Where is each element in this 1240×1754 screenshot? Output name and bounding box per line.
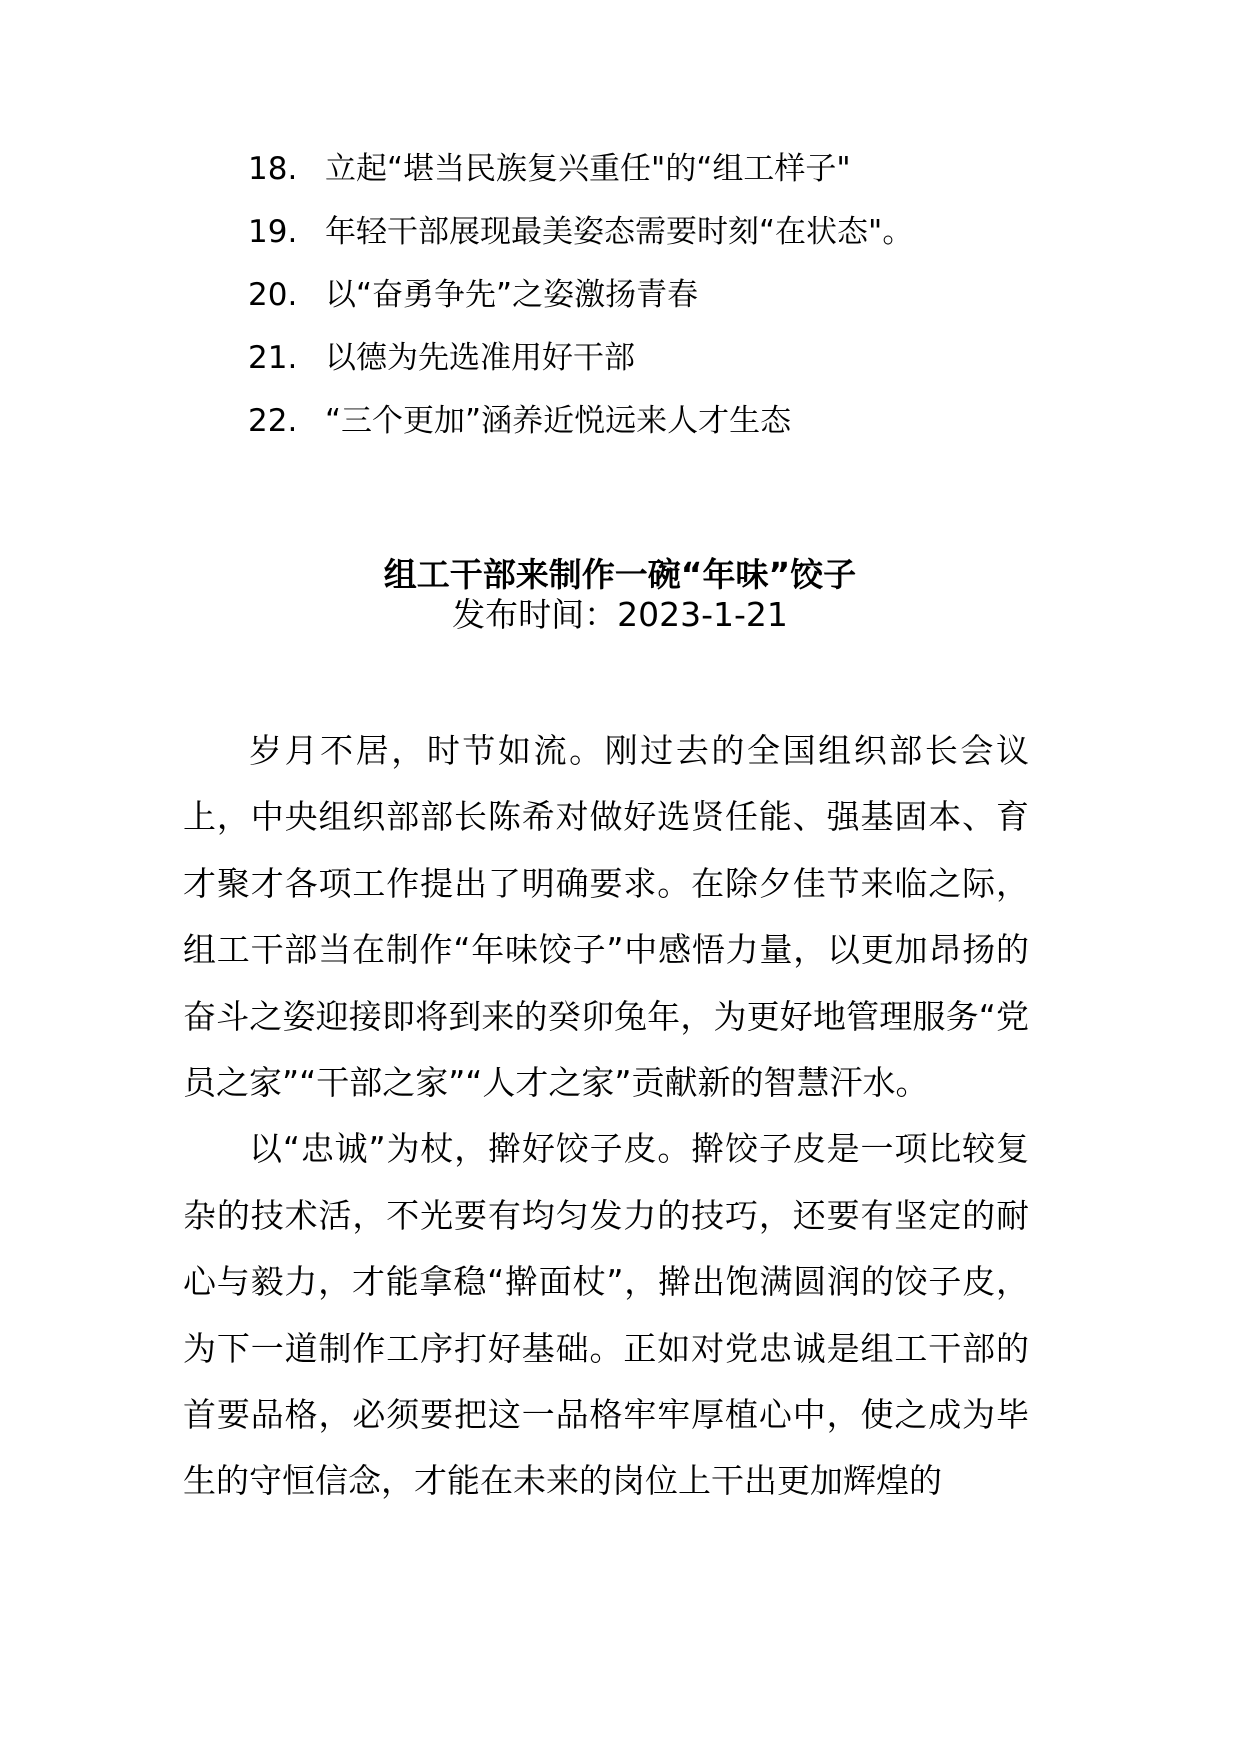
list-item-number: 21. (248, 340, 298, 376)
article-paragraph: 以“忠诚”为杖，擀好饺子皮。擀饺子皮是一项比较复杂的技术活，不光要有均匀发力的技巧，还要有坚定的耐心与毅力，才能拿稳“擀面杖”，擀出饱满圆润的饺子皮，为下一道制作工序打好基础。正如对党忠诚是组工干部的首要品格，必须要把这一品格牢牢厚植心中，使之成为毕生的守恒信念，才能在未来的岗位上干出更加辉煌的 (183, 1129, 1029, 1501)
list-item[interactable] (248, 390, 1108, 453)
list-item-number: 19. (248, 214, 298, 250)
list-item-title: “三个更加”涵养近悦远来人才生态 (325, 403, 792, 439)
article-body (183, 718, 1029, 1515)
list-item[interactable] (248, 264, 1108, 327)
list-item[interactable] (248, 327, 1108, 390)
related-articles-list (248, 138, 1108, 453)
publish-date: 发布时间：2023-1-21 (452, 595, 788, 634)
list-item-title: 以德为先选准用好干部 (325, 340, 635, 376)
list-item[interactable] (248, 138, 1108, 201)
list-item-number: 22. (248, 403, 298, 439)
article-paragraph: 岁月不居，时节如流。刚过去的全国组织部长会议上，中央组织部部长陈希对做好选贤任能、强基固本、育才聚才各项工作提出了明确要求。在除夕佳节来临之际，组工干部当在制作“年味饺子”中感悟力量，以更加昂扬的奋斗之姿迎接即将到来的癸卯兔年，为更好地管理服务“党员之家”“干部之家”“人才之家”贡献新的智慧汗水。 (183, 731, 1029, 1103)
list-item[interactable] (248, 201, 1108, 264)
article-title: 组工干部来制作一碗“年味”饺子 (383, 555, 857, 595)
list-item-title: 以“奋勇争先”之姿激扬青春 (325, 277, 699, 313)
list-item-number: 20. (248, 277, 298, 313)
list-item-title: 年轻干部展现最美姿态需要时刻“在状态"。 (325, 214, 914, 250)
list-item-number: 18. (248, 151, 298, 187)
list-item-title: 立起“堪当民族复兴重任"的“组工样子" (325, 151, 851, 187)
